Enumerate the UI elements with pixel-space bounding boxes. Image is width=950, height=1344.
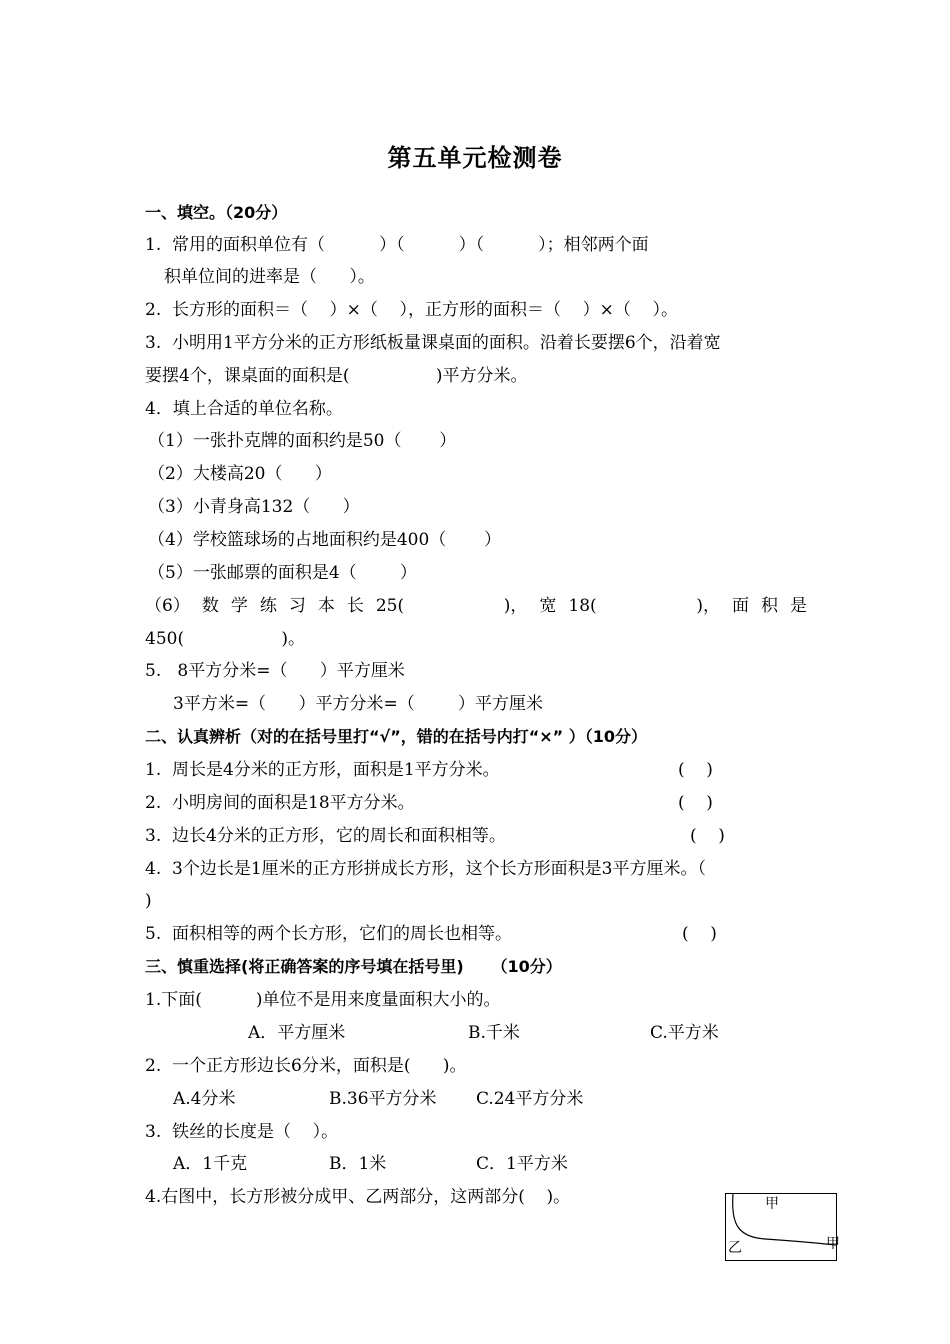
choice-option: A.4分米 [173, 1089, 236, 1109]
choice-option: B.36平方分米 [329, 1089, 437, 1109]
q4-6-part: )， [503, 596, 528, 616]
choice-question-3: 3. 铁丝的长度是（ ）。 [145, 1122, 339, 1142]
question-3-line-1: 3. 小明用1平方分米的正方形纸板量课桌面的面积。沿着长要摆6个，沿着宽 [145, 333, 721, 353]
q4-6-part: 25( [375, 596, 405, 616]
choice-option: A．1千克 [173, 1154, 248, 1174]
judgment-item-text: 3. 边长4分米的正方形，它的周长和面积相等。 [145, 826, 506, 846]
q4-6-part: )， [696, 596, 720, 616]
section-heading-multiple-choice: 三、慎重选择(将正确答案的序号填在括号里) （10分） [145, 957, 562, 976]
q4-6-part: 练 [259, 596, 277, 616]
choice-option: C.平方米 [650, 1023, 719, 1043]
judgment-item-text: 1. 周长是4分米的正方形，面积是1平方分米。 [145, 760, 500, 780]
q4-6-part: 积 [760, 596, 778, 616]
q4-6-part: 是 [789, 596, 807, 616]
judgment-item-text: 2. 小明房间的面积是18平方分米。 [145, 793, 415, 813]
judgment-item-blank: ) [145, 891, 152, 911]
q4-6-part: 数 [201, 596, 219, 616]
section-heading-true-false: 二、认真辨析（对的在括号里打“√”，错的在括号内打“×” ）（10分） [145, 727, 647, 746]
judgment-item-blank: ( ) [678, 760, 713, 780]
question-4-item-6-line-1 [145, 595, 807, 617]
question-4-item: （2）大楼高20（ ） [148, 464, 332, 484]
section-heading-fill-in: 一、填空。（20分） [145, 203, 288, 222]
judgment-item-text: 5. 面积相等的两个长方形，它们的周长也相等。 [145, 924, 513, 944]
question-4-item: （4）学校篮球场的占地面积约是400（ ） [148, 530, 502, 550]
figure-label-top: 甲 [765, 1196, 779, 1212]
q4-6-blank [416, 595, 492, 617]
question-4-item: （5）一张邮票的面积是4（ ） [148, 563, 417, 583]
choice-question-1: 1.下面( )单位不是用来度量面积大小的。 [145, 990, 501, 1010]
figure-label-right: 甲 [826, 1236, 840, 1252]
choice-option: C．1平方米 [476, 1154, 568, 1174]
judgment-item-text: 4. 3个边长是1厘米的正方形拼成长方形，这个长方形面积是3平方厘米。（ [145, 859, 706, 879]
question-4-item: （1）一张扑克牌的面积约是50（ ） [148, 431, 457, 451]
question-4-item-6-line-2: 450( )。 [145, 629, 305, 649]
q4-6-part: 本 [317, 596, 335, 616]
choice-question-2: 2. 一个正方形边长6分米，面积是( )。 [145, 1056, 467, 1076]
judgment-item-blank: ( ) [690, 826, 725, 846]
choice-option: B.千米 [468, 1023, 520, 1043]
figure-rectangle-outline [726, 1194, 837, 1261]
choice-question-4: 4.右图中，长方形被分成甲、乙两部分，这两部分( )。 [145, 1187, 571, 1207]
question-1-line-2: 积单位间的进率是（ ）。 [164, 267, 375, 287]
judgment-item-blank: ( ) [678, 793, 713, 813]
question-2: 2. 长方形的面积＝（ ）×（ ），正方形的面积＝（ ）×（ ）。 [145, 300, 678, 320]
question-5-line-2: 3平方米=（ ）平方分米=（ ）平方厘米 [173, 694, 543, 714]
figure-label-left: 乙 [728, 1240, 742, 1256]
question-3-line-2: 要摆4个，课桌面的面积是( )平方分米。 [145, 366, 528, 386]
q4-6-part: （6） [145, 596, 190, 616]
q4-6-part: 学 [230, 596, 248, 616]
choice-option: B．1米 [329, 1154, 387, 1174]
rectangle-split-figure [725, 1193, 840, 1261]
q4-6-part: 宽 [539, 596, 557, 616]
judgment-item-blank: ( ) [682, 924, 717, 944]
q4-6-part: 面 [731, 596, 749, 616]
q4-6-part: 长 [346, 596, 364, 616]
q4-6-part: 18( [568, 596, 597, 616]
question-4-item: （3）小青身高132（ ） [148, 497, 360, 517]
q4-6-part: 习 [288, 596, 306, 616]
question-4-heading: 4．填上合适的单位名称。 [145, 399, 343, 419]
question-1-line-1: 1. 常用的面积单位有（ ）（ ）（ ）；相邻两个面 [145, 235, 649, 255]
page-title: 第五单元检测卷 [387, 144, 563, 172]
choice-option: C.24平方分米 [476, 1089, 584, 1109]
question-5-line-1: 5. 8平方分米=（ ）平方厘米 [145, 661, 405, 681]
figure-dividing-curve [733, 1194, 836, 1245]
q4-6-blank [609, 595, 685, 617]
choice-option: A．平方厘米 [248, 1023, 346, 1043]
